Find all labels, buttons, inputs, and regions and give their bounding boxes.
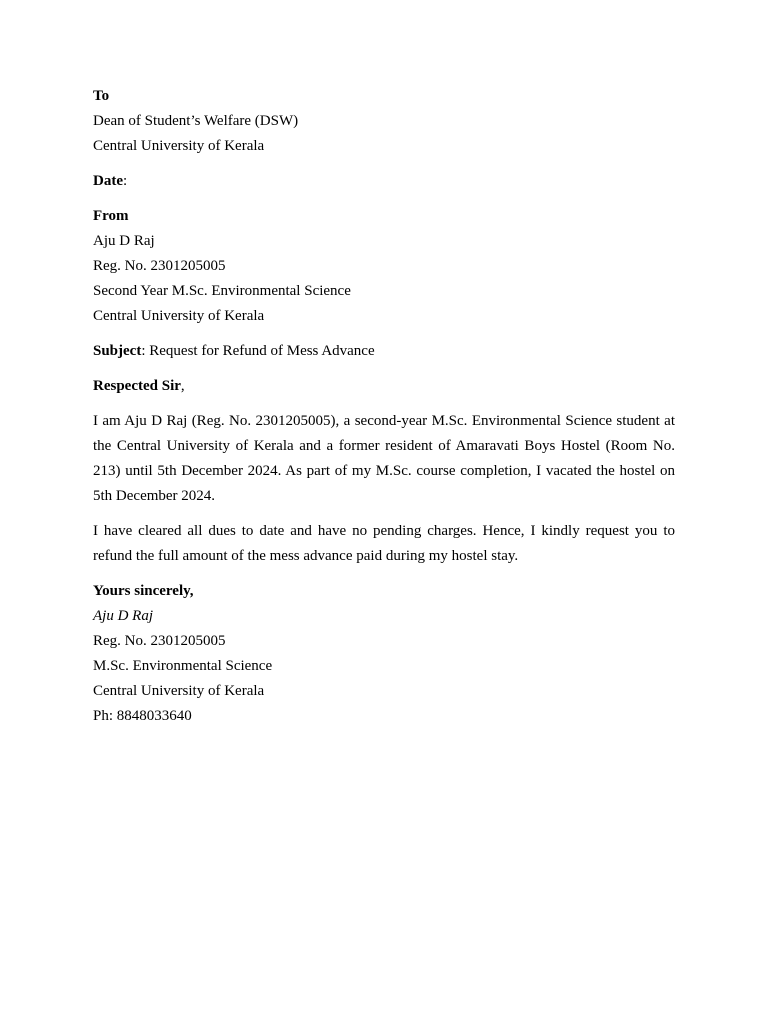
salutation-line — [93, 374, 675, 399]
closing-line: M.Sc. Environmental Science — [93, 658, 273, 674]
sender-block — [93, 204, 675, 329]
signature-name: Aju D Raj — [93, 608, 153, 624]
from-heading: From — [93, 208, 129, 224]
recipient-line: Central University of Kerala — [93, 138, 265, 154]
subject-text: : Request for Refund of Mess Advance — [141, 343, 375, 359]
phone-line: Ph: 8848033640 — [93, 708, 192, 724]
subject-block — [93, 339, 675, 364]
date-block — [93, 169, 675, 194]
sender-line: Aju D Raj — [93, 233, 155, 249]
closing-line: Reg. No. 2301205005 — [93, 633, 226, 649]
salutation-label: Respected Sir — [93, 378, 181, 394]
closing-block — [93, 579, 675, 729]
to-heading: To — [93, 88, 110, 104]
salutation-suffix: , — [180, 378, 185, 394]
salutation-block — [93, 374, 675, 399]
letter-body — [93, 84, 675, 729]
date-label: Date — [93, 173, 123, 189]
subject-line — [93, 339, 675, 364]
closing-heading: Yours sincerely, — [93, 583, 194, 599]
recipient-block — [93, 84, 675, 159]
body-paragraph: I have cleared all dues to date and have no pending charges. Hence, I kindly request you to refund the full amount of the mess advance paid during my hostel stay. — [93, 523, 675, 564]
subject-label: Subject — [93, 343, 142, 359]
date-line — [93, 169, 675, 194]
sender-line: Reg. No. 2301205005 — [93, 258, 226, 274]
recipient-line: Dean of Student’s Welfare (DSW) — [93, 113, 299, 129]
body-paragraph: I am Aju D Raj (Reg. No. 2301205005), a second-year M.Sc. Environmental Science student at the Central University of Kerala and a former resident of Amaravati Boys Hostel (Room No. 213) until 5th December 2024. As part of my M.Sc. course completion, I vacated the hostel on 5th December 2024. — [93, 413, 675, 504]
closing-line: Central University of Kerala — [93, 683, 265, 699]
date-suffix: : — [123, 173, 128, 189]
sender-line: Central University of Kerala — [93, 308, 265, 324]
sender-line: Second Year M.Sc. Environmental Science — [93, 283, 351, 299]
